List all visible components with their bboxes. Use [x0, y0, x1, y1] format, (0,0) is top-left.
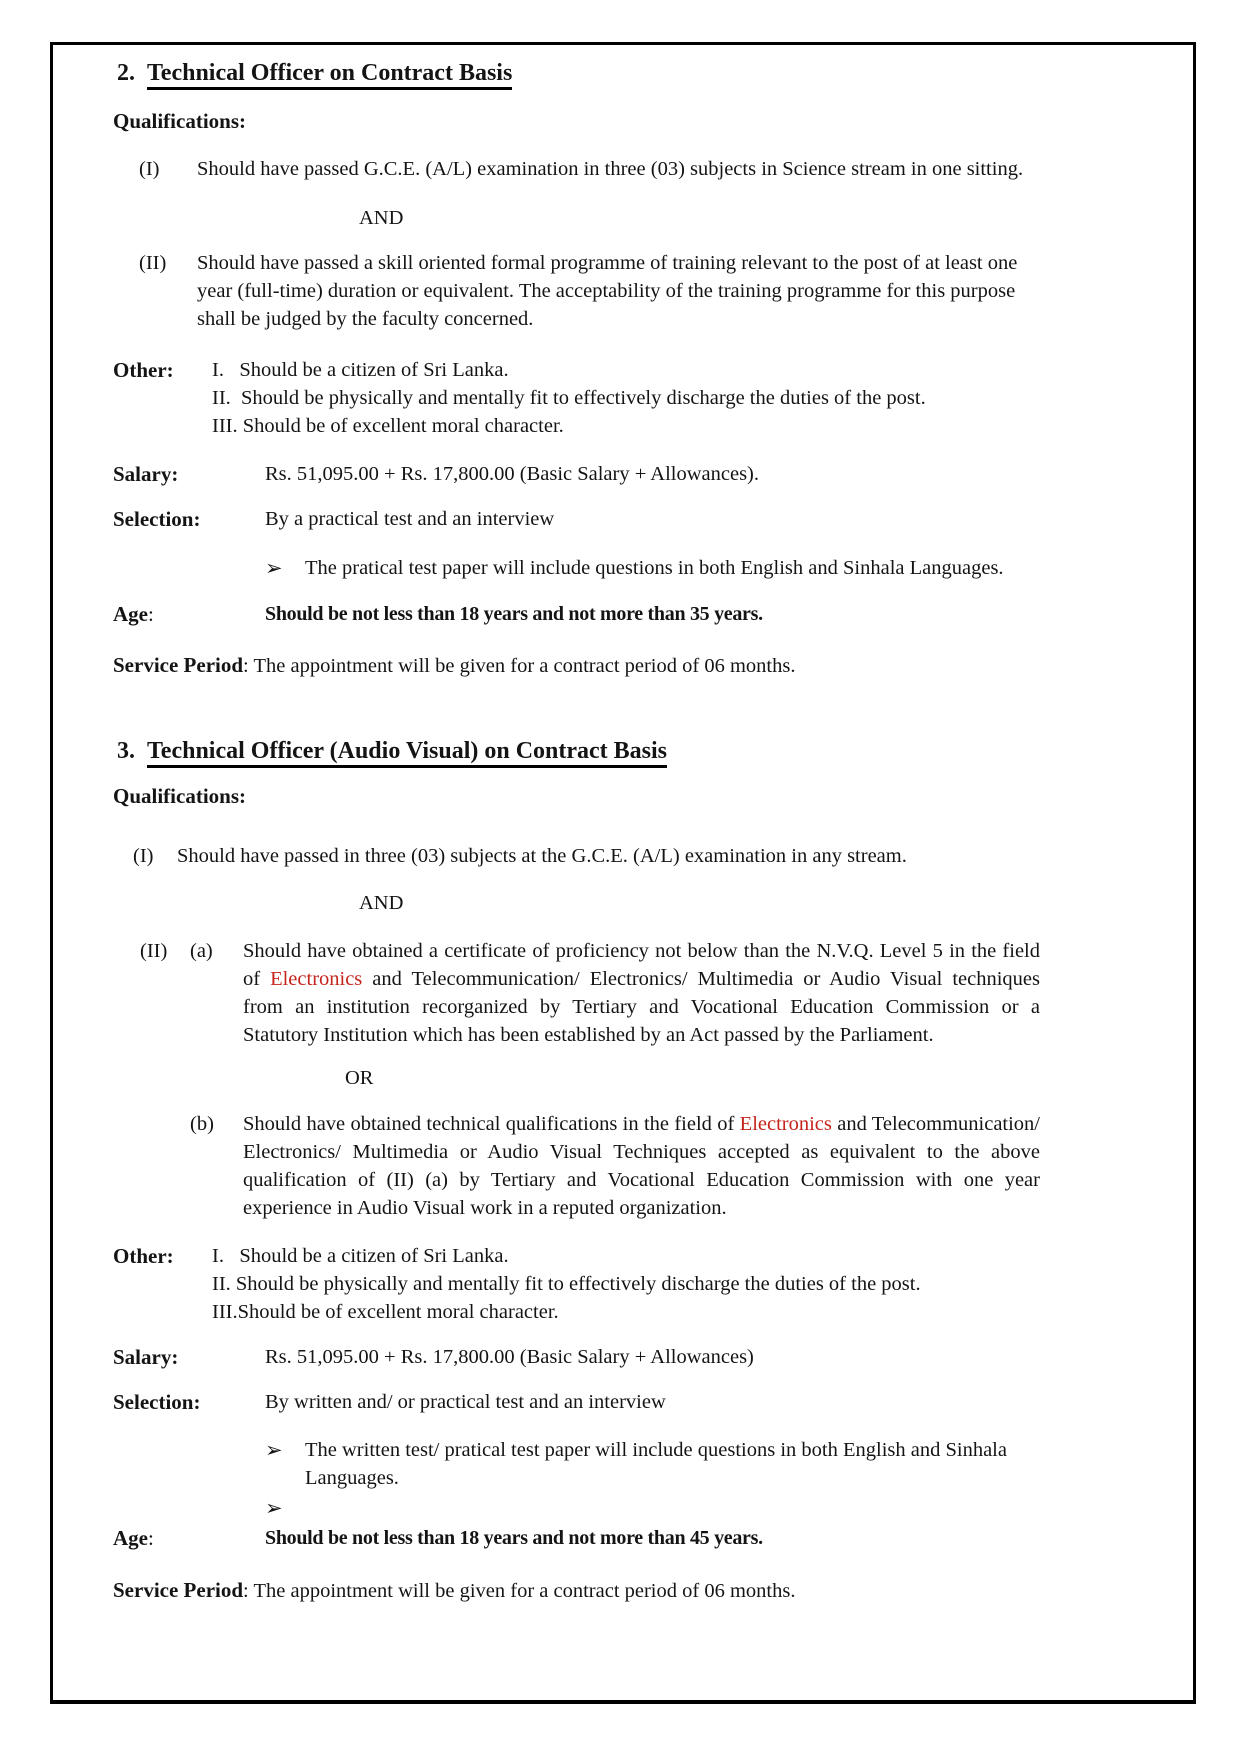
section2-number: 2.	[117, 60, 135, 86]
age-label: Age:	[113, 1526, 154, 1550]
other-item: III. Should be of excellent moral character.	[212, 415, 564, 437]
section3-salary-row	[113, 1343, 1193, 1371]
arrowhead-bullet-icon: ➢	[265, 556, 283, 580]
service-period-value: : The appointment will be given for a contract period of 06 months.	[243, 1580, 796, 1602]
list-marker: (I)	[133, 845, 154, 867]
section3-qualification-2b	[113, 1110, 1193, 1222]
salary-value: Rs. 51,095.00 + Rs. 17,800.00 (Basic Salary + Allowances)	[265, 1346, 754, 1368]
conjunction-and: AND	[359, 207, 404, 229]
list-marker: (I)	[139, 158, 160, 180]
other-items	[212, 356, 926, 440]
section2-qualification-2	[113, 249, 1193, 333]
section3-service-period-row	[113, 1576, 1193, 1605]
other-item: II. Should be physically and mentally fit to effectively discharge the duties of the post.	[212, 1273, 921, 1295]
qualification-text: Should have passed a skill oriented formal programme of training relevant to the post of at least one year (full-time) duration or equivalent. The acceptability of the training programme for this purpose shall be judged by the faculty concerned.	[197, 252, 1023, 330]
section3-qualification-1	[113, 842, 1193, 870]
section2-selection-note	[265, 554, 1193, 582]
section3-qualification-2a	[113, 937, 1193, 1049]
electronics-highlight: Electronics	[739, 1113, 832, 1135]
section3-empty-bullet	[265, 1494, 1193, 1522]
selection-label: Selection:	[113, 507, 201, 531]
section3-number: 3.	[117, 738, 135, 764]
qualification-text: Should have obtained technical qualifications in the field of Electronics and Telecommunication/ Electronics/ Multimedia or Audio Visual Techniques accepted as equivalent to the above qualification of (II) (a) by Tertiary and Vocational Education Commission with one year experience in Audio Visual work in a reputed organization.	[243, 1113, 1046, 1219]
section2-age-row	[113, 600, 1193, 628]
section2-service-period-row	[113, 651, 1193, 680]
note-text: The pratical test paper will include questions in both English and Sinhala Languages.	[305, 557, 1004, 579]
section3-other-block	[113, 1242, 1193, 1326]
sublist-marker: (b)	[190, 1113, 214, 1135]
document-border-box	[50, 42, 1196, 1704]
section3-selection-note	[265, 1436, 1193, 1492]
service-period-label: Service Period	[113, 1578, 244, 1602]
section-technical-officer	[113, 58, 1193, 680]
other-item: I. Should be a citizen of Sri Lanka.	[212, 359, 509, 381]
section3-qualifications-label: Qualifications:	[113, 784, 247, 808]
other-label: Other:	[113, 358, 174, 382]
other-label: Other:	[113, 1244, 174, 1268]
age-label: Age:	[113, 602, 154, 626]
section3-title: Technical Officer (Audio Visual) on Contract Basis	[147, 738, 667, 768]
other-item: I. Should be a citizen of Sri Lanka.	[212, 1245, 509, 1267]
other-item: II. Should be physically and mentally fit to effectively discharge the duties of the post.	[212, 387, 926, 409]
section2-qualification-1	[113, 155, 1193, 183]
arrowhead-bullet-icon: ➢	[265, 1438, 283, 1462]
arrowhead-bullet-icon: ➢	[265, 1496, 283, 1520]
sublist-marker: (a)	[190, 940, 213, 962]
section2-qualifications-label: Qualifications:	[113, 109, 247, 133]
service-period-label: Service Period	[113, 653, 244, 677]
selection-value: By a practical test and an interview	[265, 508, 555, 530]
age-value: Should be not less than 18 years and not more than 45 years.	[265, 1527, 763, 1549]
conjunction-or: OR	[345, 1067, 374, 1089]
qualification-text: Should have obtained a certificate of proficiency not below than the N.V.Q. Level 5 in the field of Electronics and Telecommunication/ Electronics/ Multimedia or Audio Visual techniques from an institution recorganized by Tertiary and Vocational Education Commission or a Statutory Institution which has been established by an Act passed by the Parliament.	[243, 940, 1051, 1046]
list-marker	[113, 1110, 190, 1222]
section2-other-block	[113, 356, 1193, 440]
note-text: The written test/ pratical test paper will include questions in both English and Sinhala Languages.	[305, 1439, 1007, 1489]
qualification-text: Should have passed in three (03) subjects at the G.C.E. (A/L) examination in any stream.	[177, 845, 907, 867]
service-period-value: : The appointment will be given for a contract period of 06 months.	[243, 655, 796, 677]
selection-value: By written and/ or practical test and an interview	[265, 1391, 666, 1413]
other-items	[212, 1242, 921, 1326]
list-marker: (II)	[140, 940, 168, 962]
qualification-text: Should have passed G.C.E. (A/L) examination in three (03) subjects in Science stream in one sitting.	[197, 158, 1024, 180]
salary-label: Salary:	[113, 462, 179, 486]
section3-selection-row	[113, 1388, 1193, 1416]
section2-heading	[113, 58, 1193, 88]
section2-title: Technical Officer on Contract Basis	[147, 60, 512, 90]
section2-selection-row	[113, 505, 1193, 533]
electronics-highlight: Electronics	[270, 968, 363, 990]
section2-salary-row	[113, 460, 1193, 488]
section3-age-row	[113, 1524, 1193, 1552]
age-value: Should be not less than 18 years and not more than 35 years.	[265, 603, 763, 625]
list-marker: (II)	[139, 252, 167, 274]
selection-label: Selection:	[113, 1390, 201, 1414]
salary-value: Rs. 51,095.00 + Rs. 17,800.00 (Basic Salary + Allowances).	[265, 463, 760, 485]
other-item: III.Should be of excellent moral character.	[212, 1301, 559, 1323]
section3-heading	[113, 736, 1193, 766]
section-technical-officer-audio-visual	[113, 736, 1193, 1605]
salary-label: Salary:	[113, 1345, 179, 1369]
conjunction-and: AND	[359, 892, 404, 914]
